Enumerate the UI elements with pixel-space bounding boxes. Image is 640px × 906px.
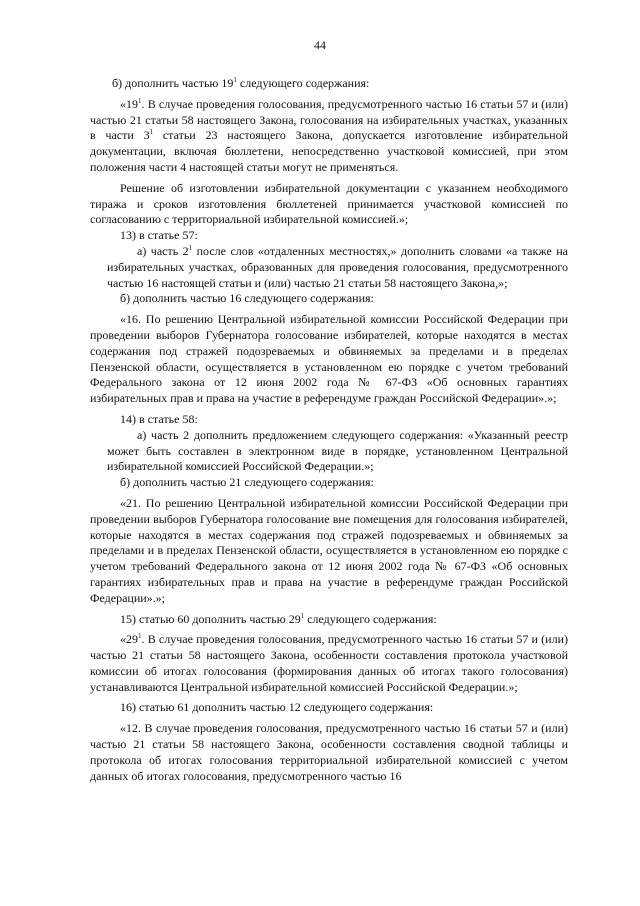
page-body <box>90 76 568 784</box>
paragraph: «$29^1$. В случае проведения голосования, предусмотренного частью 16 статьи 57 и (или) частью 21 статьи 58 настоящего Закона, особенности составления протокола участковой комиссии об итогах голосования (формирования данных об итогах такого голосования) устанавливаются Центральной избирательной комиссией Российской Федерации.»; <box>90 632 568 694</box>
paragraph: а) часть $2^1$ после слов «отдаленных местностях,» дополнить словами «а также на избирательных участках, образованных для проведения голосования, предусмотренного частью 16 настоящей статьи и (или) частью 21 статьи 58 настоящего Закона,»; <box>107 243 568 290</box>
paragraph: «16. По решению Центральной избирательной комиссии Российской Федерации при проведении выборов Губернатора голосование избирателей, которые находятся в местах содержания под стражей подозреваемых и обвиняемых за пределами и в пределах Пензенской области, осуществляется в установленном ею порядке с учетом требований Федерального закона от 12 июня 2002 года № 67-ФЗ «Об основных гарантиях избирательных прав и права на участие в референдуме граждан Российской Федерации».»; <box>90 312 568 406</box>
paragraph: Решение об изготовлении избирательной документации с указанием необходимого тиража и сроков изготовления бюллетеней принимается участковой комиссией по согласованию с территориальной избирательной комиссией.»; <box>90 180 568 227</box>
paragraph: а) часть 2 дополнить предложением следующего содержания: «Указанный реестр может быть составлен в электронном виде в порядке, установленном Центральной избирательной комиссией Российской Федерации.»; <box>107 427 568 474</box>
paragraph: 14) в статье 58: <box>120 411 198 426</box>
paragraph: б) дополнить частью 16 следующего содержания: <box>120 291 374 306</box>
paragraph: б) дополнить частью $19^1$ следующего содержания: <box>112 76 370 90</box>
paragraph: «$19^1$. В случае проведения голосования, предусмотренного частью 16 статьи 57 и (или) частью 21 статьи 58 настоящего Закона, голосования на избирательных участках, указанных в части $3^1$ статьи 23 настоящего Закона, допускается изготовление избирательной документации, включая бюллетени, непосредственно участковой комиссией, при этом положения части 4 настоящей статьи могут не применяться. <box>90 96 568 174</box>
page-number: 44 <box>314 38 326 52</box>
paragraph: «12. В случае проведения голосования, предусмотренного частью 16 статьи 57 и (или) частью 21 статьи 58 настоящего Закона, особенности составления сводной таблицы и протокола об итогах голосования территориальной избирательной комиссией с учетом данных об итогах голосования, предусмотренного частью 16 <box>90 721 568 783</box>
paragraph: б) дополнить частью 21 следующего содержания: <box>120 475 374 490</box>
paragraph: 15) статью 60 дополнить частью $29^1$ следующего содержания: <box>120 611 437 626</box>
paragraph: 16) статью 61 дополнить частью 12 следующего содержания: <box>120 700 434 715</box>
paragraph: «21. По решению Центральной избирательной комиссии Российской Федерации при проведении выборов Губернатора голосование вне помещения для голосования избирателей, которые находятся в местах содержания под стражей подозреваемых и обвиняемых за пределами и в пределах Пензенской области, осуществляется в установленном ею порядке с учетом требований Федерального закона от 12 июня 2002 года № 67-ФЗ «Об основных гарантиях избирательных прав и права на участие в референдуме граждан Российской Федерации».»; <box>90 495 568 605</box>
paragraph: 13) в статье 57: <box>120 228 198 243</box>
